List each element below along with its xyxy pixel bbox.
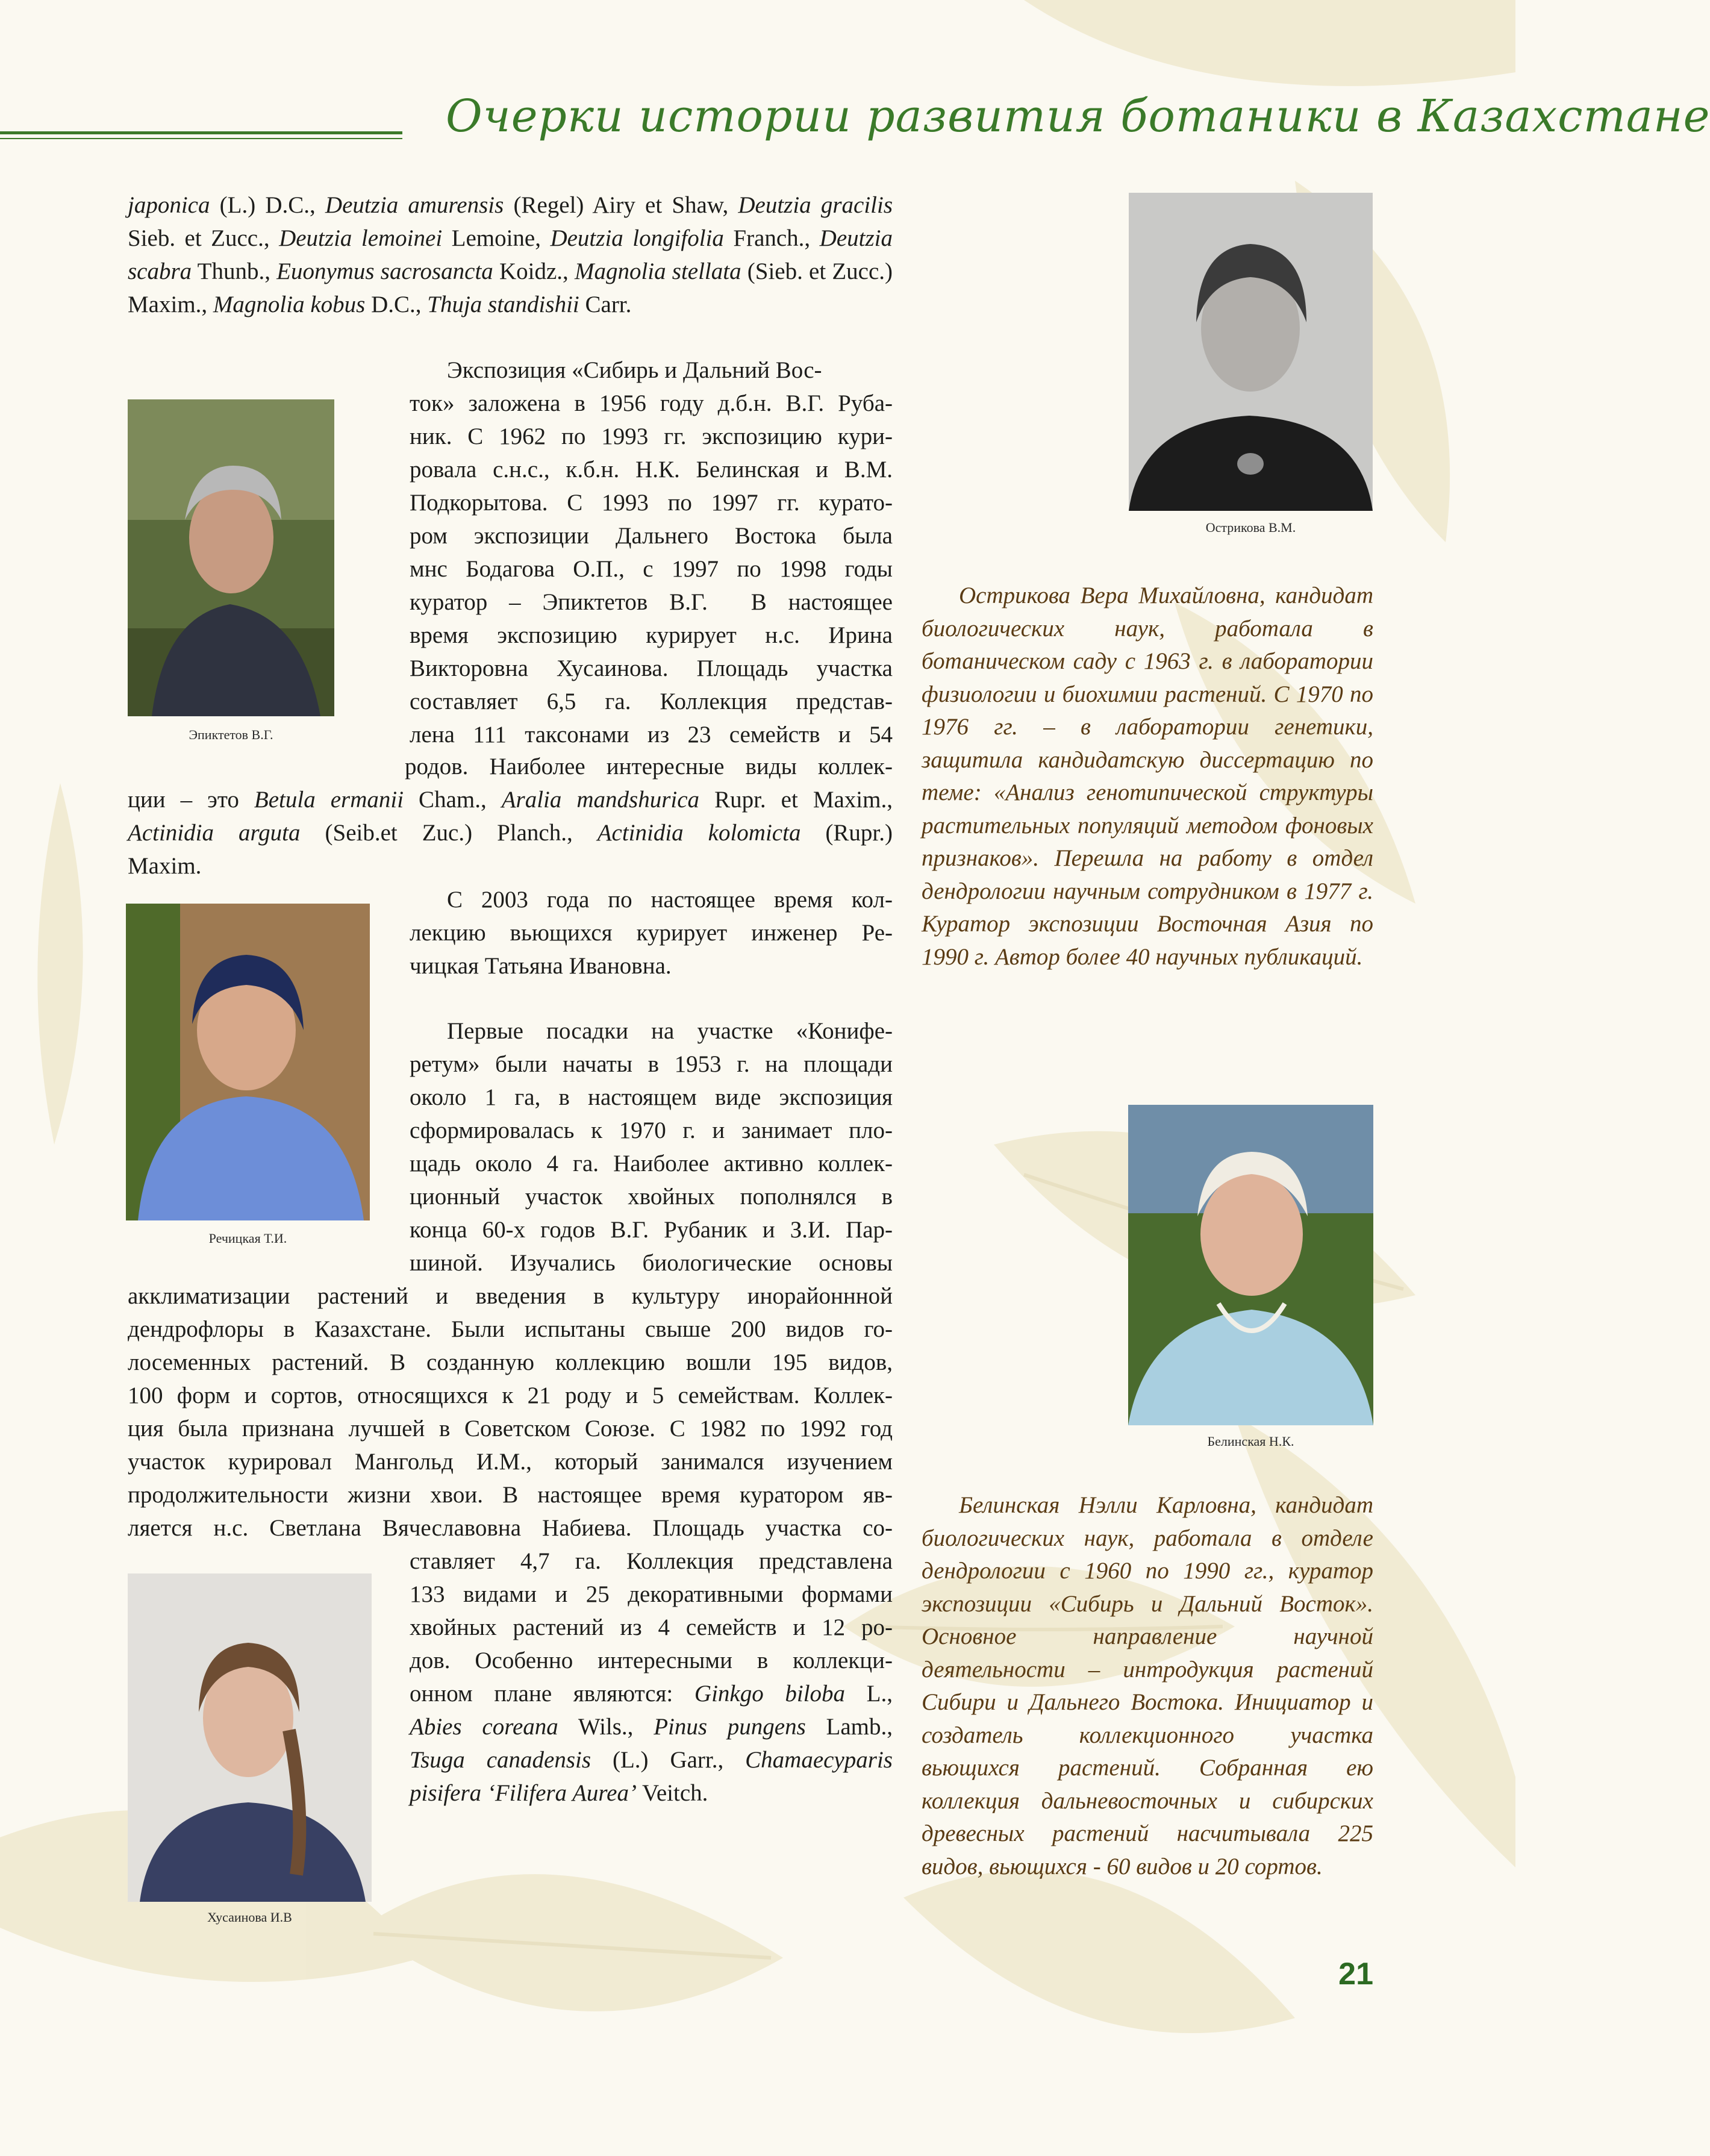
text-line: Maxim. [128,853,202,879]
bio-ostrikova: Острикова Вера Михайловна, кандидат биологических наук, работала в ботаническом саду с 1963 г. в лаборатории физиологии и биохимии растений. С 1970 по 1976 гг. – в лаборатории генетики, защитила кандидатскую диссертацию по теме: «Анализ генотипической структуры растительных популяций методом фоновых признаков». Перешла на работу в отдел дендрологии научным сотрудником в 1977 г. Куратор экспозиции Восточная Азия по 1990 г. Автор более 40 научных публикаций. [922,583,1373,970]
text-line: Actinidia arguta (Seib.et Zuc.) Planch., Actinidia kolomicta (Rupr.) [128,820,893,846]
text-line: Первые посадки на участке «Конифе- [447,1018,893,1044]
photo-rechitskaya [126,904,370,1220]
photo-belinskaya [1128,1105,1373,1425]
text-line: ция была признана лучшей в Советском Союзе. С 1982 по 1992 год [128,1416,893,1442]
body-paragraph [405,750,893,783]
text-line: около 1 га, в настоящем виде экспозиция [410,1084,893,1110]
text-line: мнс Бодагова О.П., с 1997 по 1998 годы [410,556,893,582]
body-paragraph [128,1280,893,1545]
body-paragraph [410,883,893,983]
text-line: 133 видами и 25 декоративными формами [410,1581,893,1607]
body-paragraph: japonica (L.) D.C., Deutzia amurensis (Regel) Airy et Shaw, Deutzia gracilis Sieb. et Zucc., Deutzia lemoinei Lemoine, Deutzia longifolia Franch., Deutzia scabra Thunb., Euonymus sacrosancta Koidz., Magnolia stellata (Sieb. et Zucc.) Maxim., Magnolia kobus D.C., Thuja standishii Carr. [128,192,893,317]
text-line: онном плане являются: Ginkgo biloba L., [410,1681,893,1707]
photo-ostrikova [1129,193,1373,511]
bio-belinskaya: Белинская Нэлли Карловна, кандидат биологических наук, работала в отделе дендрологии с 1960 по 1990 гг., куратор экспозиции «Сибирь и Дальний Восток». Основное направление научной деятельности – интродукция растений Сибири и Дальнего Востока. Инициатор и создатель коллекционного участка вьющихся растений. Собранная ею коллекция дальневосточных и сибирских древесных растений насчитывала 225 видов, вьющихся - 60 видов и 20 сортов. [922,1492,1373,1879]
text-line: конца 60-х годов В.Г. Рубаник и З.И. Пар- [410,1217,893,1243]
text-line: ционный участок хвойных пополнялся в [410,1184,893,1210]
text-line: составляет 6,5 га. Коллекция представ- [410,689,893,714]
text-line: шиной. Изучались биологические основы [410,1250,893,1276]
text-line: ром экспозиции Дальнего Востока была [410,523,893,549]
text-line: дендрофлоры в Казахстане. Были испытаны свыше 200 видов го- [128,1316,893,1342]
text-line: ции – это Betula ermanii Cham., Aralia mandshurica Rupr. et Maxim., [128,787,893,813]
text-line: Abies coreana Wils., Pinus pungens Lamb., [410,1714,893,1740]
text-line: 100 форм и сортов, относящихся к 21 роду и 5 семействам. Коллек- [128,1383,893,1408]
photo-khusainova [128,1573,372,1902]
body-paragraph [410,1014,893,1280]
text-line: ставляет 4,7 га. Коллекция представлена [410,1548,893,1574]
photo-caption: Хусаинова И.В [207,1910,292,1925]
body-paragraph [410,354,893,751]
text-line: лекцию вьющихся курирует инженер Ре- [410,920,893,946]
text-line: ретум» были начаты в 1953 г. на площади [410,1051,893,1077]
header-rule-thin [0,138,402,139]
photo-caption: Речицкая Т.И. [208,1231,287,1246]
text-line: время экспозицию курирует н.с. Ирина [410,622,893,648]
photo-caption: Острикова В.М. [1205,520,1296,535]
text-line: чицкая Татьяна Ивановна. [410,953,672,979]
text-line: Tsuga canadensis (L.) Garr., Chamaecyparis [410,1747,893,1773]
text-line: лена 111 таксонами из 23 семейств и 54 [410,722,893,748]
text-line: ляется н.с. Светлана Вячеславовна Набиева. Площадь участка со- [128,1515,893,1541]
text-line: родов. Наиболее интересные виды коллек- [405,754,893,780]
text-line: сформировалась к 1970 г. и занимает пло- [410,1117,893,1143]
text-line: ток» заложена в 1956 году д.б.н. В.Г. Руба- [410,390,893,416]
photo-caption: Белинская Н.К. [1207,1434,1294,1449]
photo-epiktetov [128,399,334,716]
text-line: ровала с.н.с., к.б.н. Н.К. Белинская и В.М. [410,457,893,483]
text-line: лосеменных растений. В созданную коллекцию вошли 195 видов, [128,1349,893,1375]
text-line: Викторовна Хусаинова. Площадь участка [410,655,893,681]
body-paragraph [128,783,893,883]
text-line: продолжительности жизни хвои. В настоящее время куратором яв- [128,1482,893,1508]
text-line: pisifera ‘Filifera Aurea’ Veitch. [410,1780,708,1806]
photo-caption: Эпиктетов В.Г. [189,727,273,742]
text-line: ник. С 1962 по 1993 гг. экспозицию кури- [410,423,893,449]
body-paragraph [410,1545,893,1810]
text-line: акклиматизации растений и введения в культуру инорайоннной [128,1283,893,1309]
text-line: дов. Особенно интересными в коллекци- [410,1648,893,1673]
text-line: щадь около 4 га. Наиболее активно коллек- [410,1151,893,1176]
text-line: участок курировал Мангольд И.М., который занимался изучением [128,1449,893,1475]
header-rule [0,131,402,134]
text-line: С 2003 года по настоящее время кол- [447,887,893,913]
running-title: Очерки истории развития ботаники в Казахстане [446,90,1710,142]
text-line: Экспозиция «Сибирь и Дальний Вос- [447,357,822,383]
text-line: Подкорытова. С 1993 по 1997 гг. курато- [410,490,893,516]
page-number: 21 [1338,1957,1373,1992]
text-line: куратор – Эпиктетов В.Г. В настоящее [410,589,893,615]
text-line: хвойных растений из 4 семейств и 12 ро- [410,1614,893,1640]
